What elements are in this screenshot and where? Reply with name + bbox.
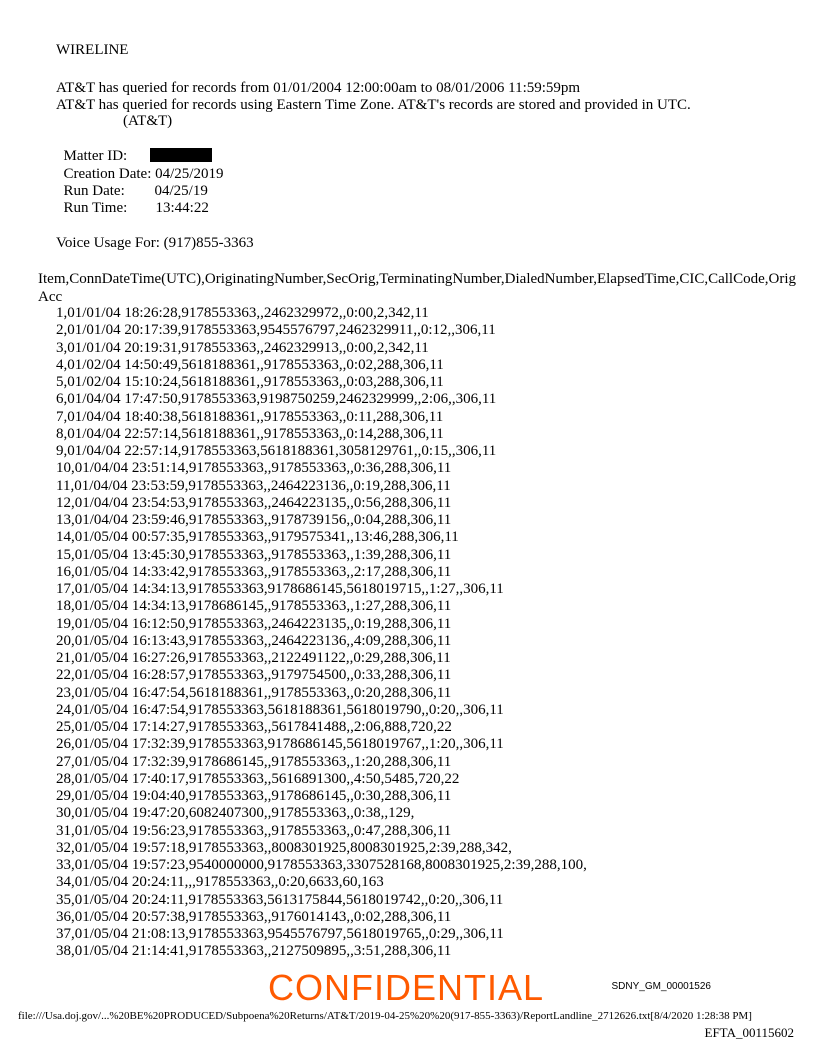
list-item: 32,01/05/04 19:57:18,9178553363,,8008301925,8008301925,2:39,288,342, [56,839,512,856]
run-date-value: 04/25/19 [154,183,208,199]
list-item: 25,01/05/04 17:14:27,9178553363,,5617841488,,2:06,888,720,22 [56,719,452,735]
column-header: Item,ConnDateTime(UTC),OriginatingNumber,SecOrig,TerminatingNumber,DialedNumber,ElapsedTime,CIC,CallCode,OrigAcc [38,271,796,305]
list-item: 12,01/04/04 23:54:53,9178553363,,2464223135,,0:56,288,306,11 [56,494,452,511]
list-item: 21,01/05/04 16:27:26,9178553363,,2122491122,,0:29,288,306,11 [56,650,451,666]
list-item: 22,01/05/04 16:28:57,9178553363,,9179754500,,0:33,288,306,11 [56,667,452,684]
efta-number: EFTA_00115602 [704,1025,794,1040]
list-item: 17,01/05/04 14:34:13,9178553363,9178686145,5618019715,,1:27,,306,11 [56,581,504,597]
run-time-label: Run Time: [63,200,128,216]
list-item: 35,01/05/04 20:24:11,9178553363,5613175844,5618019742,,0:20,,306,11 [56,891,504,908]
list-item: 36,01/05/04 20:57:38,9178553363,,9176014143,,0:02,288,306,11 [56,908,452,925]
list-item: 1,01/01/04 18:26:28,9178553363,,2462329972,,0:00,2,342,11 [56,305,429,321]
list-item: 10,01/04/04 23:51:14,9178553363,,9178553363,,0:36,288,306,11 [56,460,452,477]
carrier-label: (AT&T) [123,113,173,129]
run-date-label: Run Date: [63,183,125,199]
list-item: 4,01/02/04 14:50:49,5618188361,,9178553363,,0:02,288,306,11 [56,356,444,373]
list-item: 23,01/05/04 16:47:54,5618188361,,9178553363,,0:20,288,306,11 [56,684,452,701]
report-type-label: WIRELINE [56,42,129,58]
list-item: 2,01/01/04 20:17:39,9178553363,9545576797,2462329911,,0:12,,306,11 [56,322,496,339]
list-item: 38,01/05/04 21:14:41,9178553363,,2127509895,,3:51,288,306,11 [56,943,452,960]
creation-date-value: 04/25/2019 [155,166,224,182]
list-item: 18,01/05/04 14:34:13,9178686145,,9178553363,,1:27,288,306,11 [56,598,452,615]
list-item: 8,01/04/04 22:57:14,5618188361,,9178553363,,0:14,288,306,11 [56,425,444,442]
list-item: 30,01/05/04 19:47:20,6082407300,,9178553363,,0:38,,129, [56,805,415,822]
list-item: 11,01/04/04 23:53:59,9178553363,,2464223136,,0:19,288,306,11 [56,477,451,494]
list-item: 7,01/04/04 18:40:38,5618188361,,9178553363,,0:11,288,306,11 [56,408,444,425]
list-item: 5,01/02/04 15:10:24,5618188361,,9178553363,,0:03,288,306,11 [56,374,444,390]
list-item: 6,01/04/04 17:47:50,9178553363,9198750259,2462329999,,2:06,,306,11 [56,391,497,408]
list-item: 16,01/05/04 14:33:42,9178553363,,9178553363,,2:17,288,306,11 [56,563,452,580]
list-item: 33,01/05/04 19:57:23,9540000000,9178553363,3307528168,8008301925,2:39,288,100, [56,857,587,873]
list-item: 9,01/04/04 22:57:14,9178553363,5618188361,3058129761,,0:15,,306,11 [56,443,497,459]
list-item: 27,01/05/04 17:32:39,9178686145,,9178553363,,1:20,288,306,11 [56,753,452,770]
list-item: 3,01/01/04 20:19:31,9178553363,,2462329913,,0:00,2,342,11 [56,339,429,356]
list-item: 26,01/05/04 17:32:39,9178553363,9178686145,5618019767,,1:20,,306,11 [56,736,504,753]
query-range-text: AT&T has queried for records from 01/01/2004 12:00:00am to 08/01/2006 11:59:59pm [56,80,581,96]
list-item: 15,01/05/04 13:45:30,9178553363,,9178553363,,1:39,288,306,11 [56,546,452,563]
list-item: 34,01/05/04 20:24:11,,,9178553363,,0:20,6633,60,163 [56,874,384,891]
confidential-stamp: CONFIDENTIAL [268,967,545,1008]
run-time-row [56,181,209,217]
matter-id-label: Matter ID: [63,148,128,164]
list-item: 24,01/05/04 16:47:54,9178553363,5618188361,5618019790,,0:20,,306,11 [56,701,504,718]
list-item: 13,01/04/04 23:59:46,9178553363,,9178739156,,0:04,288,306,11 [56,512,452,528]
list-item: 29,01/05/04 19:04:40,9178553363,,9178686145,,0:30,288,306,11 [56,788,452,804]
list-item: 37,01/05/04 21:08:13,9178553363,9545576797,5618019765,,0:29,,306,11 [56,926,504,942]
records-list [56,305,587,961]
list-item: 19,01/05/04 16:12:50,9178553363,,2464223135,,0:19,288,306,11 [56,615,452,632]
voice-usage-heading: Voice Usage For: (917)855-3363 [56,235,254,251]
creation-date-label: Creation Date: [63,166,152,182]
list-item: 20,01/05/04 16:13:43,9178553363,,2464223136,,4:09,288,306,11 [56,632,452,649]
file-path-footer: file:///Usa.doj.gov/...%20BE%20PRODUCED/Subpoena%20Returns/AT&T/2019-04-25%20%20(917-855-3363)/ReportLandline_2712626.txt[8/4/2020 1:28:38 PM] [18,1010,752,1022]
query-timezone-text: AT&T has queried for records using Eastern Time Zone. AT&T's records are stored and provided in UTC. [56,97,691,113]
list-item: 14,01/05/04 00:57:35,9178553363,,9179575341,,13:46,288,306,11 [56,529,459,546]
list-item: 28,01/05/04 17:40:17,9178553363,,5616891300,,4:50,5485,720,22 [56,770,460,787]
run-time-value: 13:44:22 [155,200,209,216]
list-item: 31,01/05/04 19:56:23,9178553363,,9178553363,,0:47,288,306,11 [56,822,452,839]
bates-number: SDNY_GM_00001526 [611,981,711,992]
